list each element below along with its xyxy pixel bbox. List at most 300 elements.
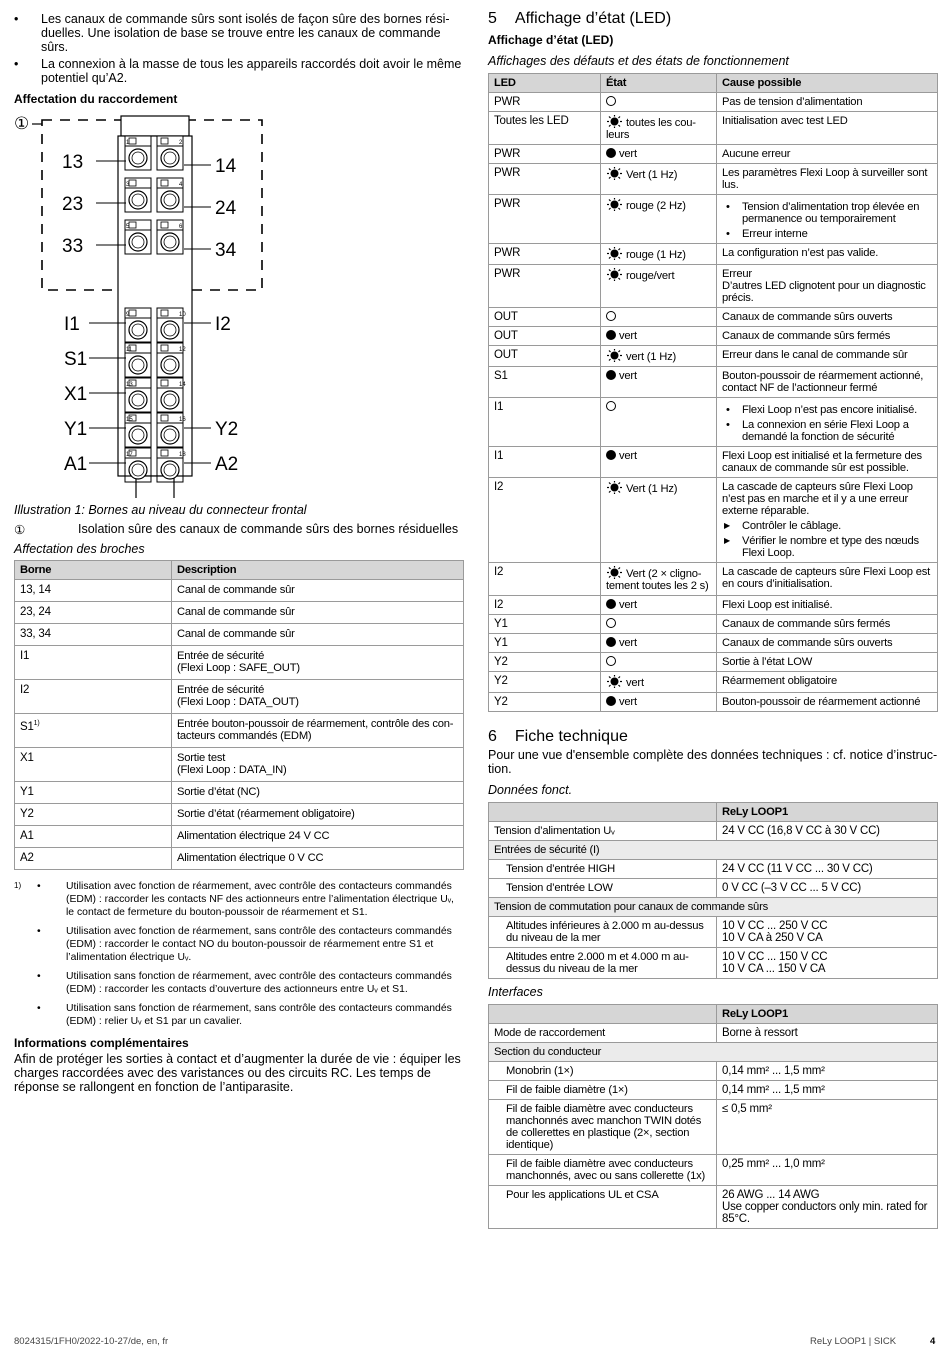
terminal-label-right: 14	[215, 156, 237, 177]
led-state-cell	[601, 563, 717, 596]
pin-borne: S1	[20, 720, 34, 733]
pin-description: Canal de commande sûr	[172, 624, 464, 646]
led-cause-cell	[717, 653, 938, 672]
tech-value: 10 V CC ... 150 V CC 10 V CA ... 150 V CA	[717, 948, 938, 979]
led-table-row	[489, 615, 938, 634]
function-data-table	[488, 802, 938, 979]
led-table-row	[489, 634, 938, 653]
led-name: I1	[489, 447, 601, 478]
info-heading: Informations complémentaires	[14, 1036, 189, 1050]
blinking-led-icon	[606, 167, 623, 180]
tech-value: 26 AWG ... 14 AWG Use copper conductors only min. rated for 85°C.	[717, 1186, 938, 1229]
pin-table-row	[15, 580, 464, 602]
led-off-icon	[606, 311, 616, 321]
led-name: I2	[489, 478, 601, 563]
led-on-icon	[606, 599, 616, 609]
terminal-number: 1	[126, 140, 130, 146]
pin-table-row	[15, 748, 464, 782]
terminal-number: 16	[179, 417, 186, 423]
pin-table-row	[15, 826, 464, 848]
led-table-row	[489, 563, 938, 596]
section-6-text: Pour une vue d'ensemble complète des données techniques : cf. notice d’instruction.	[488, 748, 938, 776]
tech-label: Altitudes entre 2.000 m et 4.000 m au-dessus du niveau de la mer	[489, 948, 717, 979]
pin-description: Alimentation électrique 0 V CC	[172, 848, 464, 870]
led-name: Toutes les LED	[489, 112, 601, 145]
led-cause-cell	[717, 596, 938, 615]
led-state: vert	[626, 677, 644, 689]
led-table-row	[489, 195, 938, 244]
led-table-row	[489, 327, 938, 346]
led-state-cell	[601, 308, 717, 327]
tech-row	[489, 898, 938, 917]
tech-label: Fil de faible diamètre avec conducteurs manchonnés, avec ou sans collerette (1x)	[489, 1155, 717, 1186]
pin-borne-cell	[15, 714, 172, 748]
led-table-row	[489, 346, 938, 367]
tech-row	[489, 1062, 938, 1081]
led-name: I1	[489, 398, 601, 447]
led-state: vert	[619, 148, 637, 160]
led-cause-cell	[717, 308, 938, 327]
led-table-row	[489, 164, 938, 195]
pin-caption: Affectation des broches	[14, 542, 145, 556]
section-number: 6	[488, 728, 497, 745]
led-state-cell	[601, 634, 717, 653]
led-state-cell	[601, 398, 717, 447]
blinking-led-icon	[606, 247, 623, 260]
led-on-icon	[606, 370, 616, 380]
tech-row	[489, 1081, 938, 1100]
footnote-item	[14, 1002, 464, 1028]
pin-table-row	[15, 624, 464, 646]
section-title: Fiche technique	[514, 728, 628, 745]
led-name: Y1	[489, 634, 601, 653]
led-state-cell	[601, 596, 717, 615]
blinking-led-icon	[606, 481, 623, 494]
pin-col-header: Description	[172, 561, 464, 580]
pin-footnote-ref: 1)	[33, 720, 40, 727]
led-on-icon	[606, 148, 616, 158]
footnote-text: Utilisation sans fonction de réarmement, avec contrôle des contacteurs commandés (EDM) : raccorder les contacts d’ouverture des actionneurs entre Uᵥ et S1.	[66, 971, 452, 995]
section-5-subheading: Affichage d’état (LED)	[488, 33, 614, 47]
pin-borne-cell	[15, 848, 172, 870]
func-caption: Données fonct.	[488, 783, 573, 797]
info-text: Afin de protéger les sorties à contact et d’augmenter la durée de vie : équiper les charges raccordées avec des varistances ou des circuits RC. Les temps de réponse se rallongent en fonction de l’antiparasite.	[14, 1052, 461, 1094]
footnotes	[14, 880, 464, 1028]
led-cause-cell	[717, 346, 938, 367]
tech-label: Monobrin (1×)	[489, 1062, 717, 1081]
tech-value: 0,25 mm² ... 1,0 mm²	[717, 1155, 938, 1186]
tech-group-label: Entrées de sécurité (I)	[489, 841, 938, 860]
led-cause-cell	[717, 265, 938, 308]
led-name: I2	[489, 563, 601, 596]
led-state-cell	[601, 367, 717, 398]
led-state: rouge (1 Hz)	[626, 249, 686, 261]
right-column	[488, 0, 938, 1229]
blinking-led-icon	[606, 115, 623, 128]
led-state-cell	[601, 195, 717, 244]
led-cause: La cascade de capteurs sûre Flexi Loop n’est pas en marche et il y a une erreur externe réparable.	[722, 481, 913, 517]
led-cause-cell	[717, 693, 938, 712]
section-5-heading	[488, 10, 938, 28]
intro-bullets	[14, 12, 464, 85]
led-col-header: LED	[489, 74, 601, 93]
tech-row	[489, 879, 938, 898]
pin-table-row	[15, 714, 464, 748]
pin-table-row	[15, 680, 464, 714]
pin-borne: I2	[20, 684, 30, 696]
led-state: Vert (2 × clignotement toutes les 2 s)	[606, 568, 709, 592]
led-table-row	[489, 447, 938, 478]
illustration-legend	[14, 522, 464, 537]
blinking-led-icon	[606, 566, 623, 579]
led-table-row	[489, 112, 938, 145]
pin-description: Sortie test (Flexi Loop : DATA_IN)	[172, 748, 464, 782]
tech-value: 10 V CC ... 250 V CC 10 V CA à 250 V CA	[717, 917, 938, 948]
tech-row	[489, 1100, 938, 1155]
terminal-label-right: 34	[215, 240, 237, 261]
intro-bullet: • Les canaux de commande sûrs sont isolés de façon sûre des bornes résiduelles. Une isolation de base se trouve entre les canaux de commande sûrs.	[14, 12, 464, 54]
footnote-marker: 1)	[14, 881, 22, 890]
tech-label: Tension d’entrée HIGH	[489, 860, 717, 879]
pin-borne-cell	[15, 580, 172, 602]
led-off-icon	[606, 96, 616, 106]
led-table-row	[489, 308, 938, 327]
illustration-caption: Illustration 1: Bornes au niveau du connecteur frontal	[14, 503, 307, 517]
tech-group-label: Tension de commutation pour canaux de commande sûrs	[489, 898, 938, 917]
pin-description: Sortie d’état (réarmement obligatoire)	[172, 804, 464, 826]
tech-row	[489, 948, 938, 979]
connector-top-tab	[121, 116, 189, 136]
led-cause: Pas de tension d’alimentation	[722, 96, 863, 108]
pin-borne: Y1	[20, 786, 34, 798]
tech-value: 0,14 mm² ... 1,5 mm²	[717, 1081, 938, 1100]
led-cause: Les paramètres Flexi Loop à surveiller sont lus.	[722, 167, 928, 191]
led-state-cell	[601, 265, 717, 308]
pin-borne-cell	[15, 804, 172, 826]
terminal-number: 10	[179, 312, 186, 318]
led-table-row	[489, 145, 938, 164]
pin-description: Canal de commande sûr	[172, 602, 464, 624]
led-state: vert	[619, 450, 637, 462]
tech-label: Mode de raccordement	[489, 1024, 717, 1043]
tech-value: 24 V CC (11 V CC ... 30 V CC)	[717, 860, 938, 879]
led-cause-cell	[717, 634, 938, 653]
led-table-row	[489, 398, 938, 447]
led-state-cell	[601, 447, 717, 478]
section-number: 5	[488, 10, 497, 27]
pin-borne-cell	[15, 680, 172, 714]
led-table	[488, 73, 938, 712]
pin-table	[14, 560, 464, 870]
terminal-number: 12	[179, 347, 186, 353]
led-action-item: ▶ Vérifier le nombre et type des nœuds Flexi Loop.	[722, 535, 932, 559]
pin-description: Sortie d’état (NC)	[172, 782, 464, 804]
if-empty-header	[489, 1005, 717, 1024]
led-state-cell	[601, 346, 717, 367]
pin-borne: 33, 34	[20, 628, 51, 640]
terminal-number: 9	[126, 312, 130, 318]
led-col-header: État	[601, 74, 717, 93]
led-state: Vert (1 Hz)	[626, 483, 678, 495]
led-off-icon	[606, 618, 616, 628]
led-off-icon	[606, 401, 616, 411]
led-name: PWR	[489, 145, 601, 164]
pin-borne-cell	[15, 602, 172, 624]
led-on-icon	[606, 696, 616, 706]
led-cause: Aucune erreur	[722, 148, 791, 160]
led-name: OUT	[489, 346, 601, 367]
led-state: rouge (2 Hz)	[626, 200, 686, 212]
pin-description: Canal de commande sûr	[172, 580, 464, 602]
pin-borne-cell	[15, 624, 172, 646]
led-cause-item: • La connexion en série Flexi Loop a demandé la fonction de sécurité	[722, 419, 932, 443]
led-cause: Bouton-poussoir de réarmement actionné, contact NF de l’actionneur fermé	[722, 370, 924, 394]
led-state-cell	[601, 693, 717, 712]
tech-label: Pour les applications UL et CSA	[489, 1186, 717, 1229]
tech-label: Fil de faible diamètre avec conducteurs manchonnés avec manchon TWIN dotés de collerettes en plastique (2×, section identique)	[489, 1100, 717, 1155]
led-state: vert	[619, 637, 637, 649]
footer-product: ReLy LOOP1 | SICK	[810, 1336, 897, 1347]
led-name: Y2	[489, 693, 601, 712]
section-title: Affichage d’état (LED)	[514, 10, 672, 27]
terminal-number: 15	[126, 417, 133, 423]
terminal-number: 2	[179, 140, 183, 146]
led-cause: Canaux de commande sûrs ouverts	[722, 637, 893, 649]
terminal-label-right: Y2	[215, 419, 239, 440]
led-table-row	[489, 596, 938, 615]
pin-table-row	[15, 848, 464, 870]
func-col-header: ReLy LOOP1	[717, 803, 938, 822]
intro-bullet: • La connexion à la masse de tous les appareils raccordés doit avoir le même potentiel qu’A2.	[14, 57, 464, 85]
pin-description: Entrée de sécurité (Flexi Loop : DATA_OUT)	[172, 680, 464, 714]
led-name: Y1	[489, 615, 601, 634]
if-col-header: ReLy LOOP1	[717, 1005, 938, 1024]
led-cause-cell	[717, 615, 938, 634]
tech-row	[489, 1155, 938, 1186]
led-on-icon	[606, 450, 616, 460]
led-state-cell	[601, 327, 717, 346]
led-cause-item: • Tension d’alimentation trop élevée en permanence ou temporairement	[722, 201, 932, 225]
led-cause-cell	[717, 93, 938, 112]
pin-borne-cell	[15, 748, 172, 782]
led-state: vert	[619, 599, 637, 611]
led-cause: Canaux de commande sûrs fermés	[722, 330, 891, 342]
led-name: PWR	[489, 93, 601, 112]
terminal-number: 3	[126, 182, 130, 188]
terminal-label-left: I1	[64, 314, 80, 335]
led-action-item: ▶ Contrôler le câblage.	[722, 520, 932, 532]
led-cause-cell	[717, 563, 938, 596]
led-name: PWR	[489, 265, 601, 308]
led-cause-item: • Flexi Loop n’est pas encore initialisé.	[722, 404, 932, 416]
interfaces-caption: Interfaces	[488, 985, 543, 999]
led-cause: Initialisation avec test LED	[722, 115, 848, 127]
terminal-label-left: 23	[62, 194, 84, 215]
led-cause: La cascade de capteurs sûre Flexi Loop est en cours d’initialisation.	[722, 566, 931, 590]
pin-borne-cell	[15, 646, 172, 680]
pin-borne: Y2	[20, 808, 34, 820]
led-cause-cell	[717, 447, 938, 478]
terminal-label-left: A1	[64, 454, 88, 475]
led-cause: Sortie à l’état LOW	[722, 656, 813, 668]
pin-borne: I1	[20, 650, 30, 662]
led-cause: Réarmement obligatoire	[722, 675, 837, 687]
led-table-row	[489, 367, 938, 398]
led-table-row	[489, 478, 938, 563]
terminal-diagram-svg	[14, 108, 464, 498]
pin-description: Entrée de sécurité (Flexi Loop : SAFE_OUT)	[172, 646, 464, 680]
led-name: PWR	[489, 195, 601, 244]
left-column	[14, 0, 464, 1094]
pin-table-row	[15, 646, 464, 680]
pin-borne: A2	[20, 852, 34, 864]
legend-marker: ①	[14, 522, 26, 537]
led-cause-item: • Erreur interne	[722, 228, 932, 240]
led-on-icon	[606, 330, 616, 340]
func-empty-header	[489, 803, 717, 822]
tech-value: ≤ 0,5 mm²	[717, 1100, 938, 1155]
led-state-cell	[601, 164, 717, 195]
interfaces-table	[488, 1004, 938, 1229]
led-cause: Canaux de commande sûrs fermés	[722, 618, 891, 630]
terminal-number: 18	[179, 452, 186, 458]
terminal-number: 5	[126, 224, 130, 230]
pin-col-header: Borne	[15, 561, 172, 580]
led-state-cell	[601, 478, 717, 563]
footnote-bullet: •	[37, 1003, 41, 1014]
led-cause: Flexi Loop est initialisé.	[722, 599, 833, 611]
terminal-number: 4	[179, 182, 183, 188]
terminal-diagram	[14, 108, 464, 498]
led-col-header: Cause possible	[717, 74, 938, 93]
terminal-label-left: 13	[62, 152, 84, 173]
terminal-label-left: 33	[62, 236, 84, 257]
tech-value: Borne à ressort	[717, 1024, 938, 1043]
pin-borne: X1	[20, 752, 34, 764]
tech-group-label: Section du conducteur	[489, 1043, 938, 1062]
terminal-label-left: S1	[64, 349, 88, 370]
led-caption: Affichages des défauts et des états de fonctionnement	[488, 54, 789, 68]
pin-borne-cell	[15, 826, 172, 848]
led-table-row	[489, 693, 938, 712]
tech-label: Altitudes inférieures à 2.000 m au-dessus du niveau de la mer	[489, 917, 717, 948]
led-action-list	[722, 520, 932, 559]
footnote-text: Utilisation avec fonction de réarmement, avec contrôle des contacteurs commandés (EDM) : raccorder les contacts NF des actionneurs entre l’alimentation électrique Uᵥ, le contact de fermeture du bouton-poussoir de réarmement et S1.	[66, 881, 454, 918]
led-cause-cell	[717, 195, 938, 244]
led-cause: Erreur D’autres LED clignotent pour un diagnostic précis.	[722, 268, 926, 304]
footnote-text: Utilisation avec fonction de réarmement, sans contrôle des contacteurs commandés (EDM) : raccorder le contact NO du bouton-poussoir de réarmement entre S1 et l’alimentation électrique Uᵥ.	[66, 926, 452, 963]
led-cause-cell	[717, 145, 938, 164]
led-name: OUT	[489, 308, 601, 327]
terminal-label-right: 24	[215, 198, 237, 219]
footnote-bullet: •	[37, 926, 41, 937]
pin-borne: 23, 24	[20, 606, 51, 618]
tech-row	[489, 917, 938, 948]
pin-table-row	[15, 804, 464, 826]
pin-borne: 13, 14	[20, 584, 51, 596]
footnote-item	[14, 925, 464, 964]
terminal-label-left: X1	[64, 384, 88, 405]
footnote-item	[14, 880, 464, 919]
led-cause-list	[722, 404, 932, 443]
tech-value: 24 V CC (16,8 V CC à 30 V CC)	[717, 822, 938, 841]
tech-row	[489, 1186, 938, 1229]
led-cause: Flexi Loop est initialisé et la fermeture des canaux de commande sûr est possible.	[722, 450, 922, 474]
footer-doc-id: 8024315/1FH0/2022-10-27/de, en, fr	[14, 1336, 169, 1347]
tech-row	[489, 822, 938, 841]
led-state-cell	[601, 112, 717, 145]
led-cause: Canaux de commande sûrs ouverts	[722, 311, 893, 323]
led-cause-cell	[717, 398, 938, 447]
led-cause-cell	[717, 112, 938, 145]
blinking-led-icon	[606, 349, 623, 362]
led-cause-cell	[717, 367, 938, 398]
tech-value: 0,14 mm² ... 1,5 mm²	[717, 1062, 938, 1081]
led-cause-list	[722, 201, 932, 240]
led-name: Y2	[489, 653, 601, 672]
tech-value: 0 V CC (–3 V CC ... 5 V CC)	[717, 879, 938, 898]
led-off-icon	[606, 656, 616, 666]
led-cause-cell	[717, 478, 938, 563]
tech-row	[489, 841, 938, 860]
led-state: vert	[619, 330, 637, 342]
led-state-cell	[601, 653, 717, 672]
legend-text: Isolation sûre des canaux de commande sûrs des bornes résiduelles	[78, 522, 459, 536]
led-state-cell	[601, 615, 717, 634]
led-cause: Bouton-poussoir de réarmement actionné	[722, 696, 921, 708]
led-state-cell	[601, 244, 717, 265]
tech-row	[489, 1043, 938, 1062]
led-table-row	[489, 653, 938, 672]
terminal-label-left: Y1	[64, 419, 88, 440]
pin-table-row	[15, 602, 464, 624]
footnote-bullet: •	[37, 971, 41, 982]
footnote-item	[14, 970, 464, 996]
blinking-led-icon	[606, 268, 623, 281]
pin-description: Entrée bouton-poussoir de réarmement, contrôle des contacteurs commandés (EDM)	[172, 714, 464, 748]
led-state-cell	[601, 93, 717, 112]
terminal-number: 17	[126, 452, 133, 458]
tech-row	[489, 860, 938, 879]
terminal-number: 13	[126, 382, 133, 388]
led-state: vert	[619, 370, 637, 382]
led-state: rouge/vert	[626, 270, 675, 282]
footnote-bullet: •	[37, 881, 41, 892]
terminal-number: 11	[126, 347, 133, 353]
led-table-row	[489, 672, 938, 693]
led-state: toutes les couleurs	[606, 117, 696, 141]
led-state-cell	[601, 145, 717, 164]
led-cause: La configuration n’est pas valide.	[722, 247, 879, 259]
led-table-row	[489, 265, 938, 308]
led-cause-cell	[717, 164, 938, 195]
led-table-row	[489, 244, 938, 265]
led-name: OUT	[489, 327, 601, 346]
led-name: PWR	[489, 164, 601, 195]
tech-label: Tension d’entrée LOW	[489, 879, 717, 898]
pin-borne-cell	[15, 782, 172, 804]
pin-borne: A1	[20, 830, 34, 842]
led-cause: Erreur dans le canal de commande sûr	[722, 349, 908, 361]
led-cause-cell	[717, 244, 938, 265]
footnote-text: Utilisation sans fonction de réarmement, sans contrôle des contacteurs commandés (EDM) : relier Uᵥ et S1 par un cavalier.	[66, 1003, 452, 1027]
led-cause-cell	[717, 672, 938, 693]
footer-page-number: 4	[930, 1336, 936, 1347]
led-state: Vert (1 Hz)	[626, 169, 678, 181]
tech-label: Tension d’alimentation Uᵥ	[489, 822, 717, 841]
terminal-label-right: I2	[215, 314, 231, 335]
led-on-icon	[606, 637, 616, 647]
